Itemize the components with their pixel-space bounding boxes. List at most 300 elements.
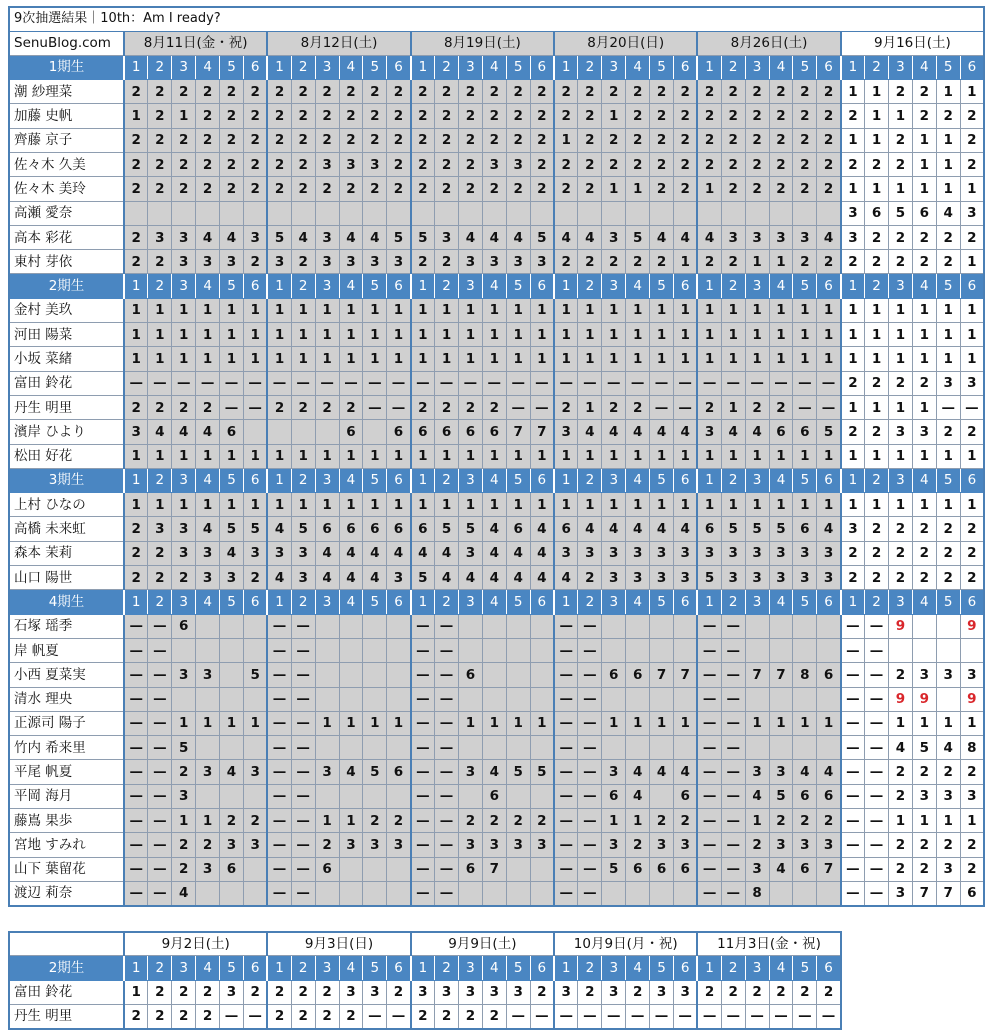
draw-cell: 2	[291, 980, 315, 1004]
draw-cell: 2	[411, 80, 435, 104]
draw-cell	[530, 638, 554, 662]
draw-cell: 2	[220, 177, 244, 201]
draw-cell: 2	[721, 80, 745, 104]
draw-cell: 2	[148, 177, 172, 201]
draw-cell: 1	[482, 323, 506, 347]
draw-cell	[482, 638, 506, 662]
draw-cell: —	[148, 881, 172, 905]
member-row	[9, 517, 984, 541]
draw-cell	[363, 201, 387, 225]
slot-number: 2	[435, 55, 459, 79]
draw-cell: 1	[912, 323, 936, 347]
draw-cell: 2	[411, 128, 435, 152]
draw-cell: 2	[936, 833, 960, 857]
draw-cell: —	[650, 371, 674, 395]
draw-cell	[769, 736, 793, 760]
draw-cell	[506, 687, 530, 711]
draw-cell: 2	[411, 395, 435, 419]
slot-number: 5	[793, 468, 817, 492]
draw-cell: 2	[267, 104, 291, 128]
slot-number: 1	[411, 274, 435, 298]
draw-cell	[745, 201, 769, 225]
draw-cell: 2	[124, 541, 148, 565]
slot-number: 4	[482, 590, 506, 614]
slot-number: 3	[315, 590, 339, 614]
draw-cell: —	[267, 833, 291, 857]
draw-cell: 4	[435, 566, 459, 590]
draw-cell: 5	[817, 420, 841, 444]
draw-cell: 2	[267, 128, 291, 152]
draw-cell: 2	[435, 395, 459, 419]
draw-cell: 2	[172, 857, 196, 881]
slot-number: 4	[626, 274, 650, 298]
draw-cell: 4	[315, 566, 339, 590]
draw-cell: 2	[315, 833, 339, 857]
draw-cell: 2	[506, 128, 530, 152]
slot-number: 2	[148, 590, 172, 614]
draw-cell: 3	[793, 541, 817, 565]
slot-number: 3	[172, 956, 196, 980]
draw-cell: 3	[960, 663, 984, 687]
member-name: 上村 ひなの	[9, 493, 124, 517]
draw-cell: 2	[530, 104, 554, 128]
draw-cell: 2	[673, 128, 697, 152]
draw-cell	[745, 614, 769, 638]
draw-cell: —	[578, 687, 602, 711]
draw-cell: 4	[482, 566, 506, 590]
member-row	[9, 444, 984, 468]
slot-number: 5	[220, 55, 244, 79]
slot-number: 4	[196, 55, 220, 79]
draw-cell: —	[387, 371, 411, 395]
slot-number: 5	[506, 956, 530, 980]
draw-cell: 1	[172, 809, 196, 833]
draw-cell	[363, 420, 387, 444]
draw-cell: 3	[673, 833, 697, 857]
member-name: 東村 芽依	[9, 250, 124, 274]
slot-number: 3	[172, 55, 196, 79]
draw-cell	[626, 614, 650, 638]
draw-cell: 1	[626, 347, 650, 371]
draw-cell: 3	[673, 566, 697, 590]
group-header-row	[9, 956, 841, 980]
slot-number: 5	[220, 590, 244, 614]
draw-cell: 4	[482, 225, 506, 249]
draw-cell: 3	[243, 225, 267, 249]
draw-cell: 2	[817, 809, 841, 833]
slot-number: 6	[387, 590, 411, 614]
draw-cell: 1	[602, 177, 626, 201]
draw-cell: —	[267, 711, 291, 735]
draw-cell: 4	[889, 736, 913, 760]
draw-cell: 9	[889, 687, 913, 711]
slot-number: 2	[865, 274, 889, 298]
draw-cell	[458, 784, 482, 808]
draw-cell: 3	[482, 250, 506, 274]
slot-number: 2	[578, 274, 602, 298]
draw-cell: 3	[243, 541, 267, 565]
draw-cell: 1	[721, 444, 745, 468]
draw-cell: 3	[172, 250, 196, 274]
member-row	[9, 881, 984, 905]
member-name: 高本 彩花	[9, 225, 124, 249]
draw-cell: 2	[889, 663, 913, 687]
draw-cell: 2	[124, 177, 148, 201]
draw-cell	[387, 663, 411, 687]
draw-cell: 1	[220, 493, 244, 517]
draw-cell: 1	[172, 493, 196, 517]
draw-cell	[387, 857, 411, 881]
draw-cell: 1	[339, 809, 363, 833]
draw-cell: —	[148, 638, 172, 662]
draw-cell: 2	[721, 128, 745, 152]
draw-cell: 2	[172, 1005, 196, 1029]
draw-cell	[267, 420, 291, 444]
draw-cell: —	[124, 687, 148, 711]
draw-cell: 1	[243, 347, 267, 371]
draw-cell: 1	[458, 347, 482, 371]
slot-number: 4	[769, 55, 793, 79]
draw-cell: 1	[650, 347, 674, 371]
draw-cell: 2	[506, 104, 530, 128]
slot-number: 2	[291, 590, 315, 614]
draw-cell: 3	[841, 201, 865, 225]
draw-cell: 3	[291, 566, 315, 590]
group-header-row	[9, 590, 984, 614]
draw-cell: 2	[220, 104, 244, 128]
draw-cell: 2	[387, 104, 411, 128]
draw-cell: 2	[745, 128, 769, 152]
draw-cell: 3	[458, 833, 482, 857]
draw-cell: 2	[602, 128, 626, 152]
draw-cell: 2	[148, 80, 172, 104]
slot-number: 6	[960, 274, 984, 298]
draw-cell: 1	[363, 711, 387, 735]
draw-cell: 3	[458, 760, 482, 784]
draw-cell: —	[291, 711, 315, 735]
draw-cell: —	[769, 371, 793, 395]
draw-cell: —	[291, 881, 315, 905]
draw-cell	[769, 881, 793, 905]
draw-cell: 2	[650, 128, 674, 152]
member-row	[9, 80, 984, 104]
member-name: 齊藤 京子	[9, 128, 124, 152]
draw-cell: 6	[793, 784, 817, 808]
draw-cell	[363, 784, 387, 808]
draw-cell	[602, 687, 626, 711]
member-name: 金村 美玖	[9, 298, 124, 322]
draw-cell: 5	[626, 225, 650, 249]
member-row	[9, 833, 984, 857]
member-row	[9, 177, 984, 201]
draw-cell: 3	[172, 663, 196, 687]
draw-cell: 2	[626, 250, 650, 274]
slot-number: 5	[650, 590, 674, 614]
draw-cell: 3	[554, 541, 578, 565]
draw-cell: 2	[889, 80, 913, 104]
draw-cell: 4	[196, 517, 220, 541]
draw-cell: —	[435, 371, 459, 395]
member-row	[9, 541, 984, 565]
draw-cell: —	[578, 857, 602, 881]
slot-number: 1	[267, 468, 291, 492]
slot-number: 6	[530, 468, 554, 492]
draw-cell: 1	[411, 493, 435, 517]
draw-cell	[243, 614, 267, 638]
draw-cell: 6	[960, 881, 984, 905]
draw-cell: 2	[387, 152, 411, 176]
slot-number: 3	[458, 468, 482, 492]
draw-cell: 4	[578, 420, 602, 444]
draw-cell: 3	[124, 420, 148, 444]
slot-number: 6	[530, 55, 554, 79]
draw-cell: 2	[387, 128, 411, 152]
draw-cell: 2	[196, 395, 220, 419]
draw-cell	[339, 663, 363, 687]
draw-cell: 2	[148, 395, 172, 419]
draw-cell	[363, 663, 387, 687]
draw-cell: 4	[673, 225, 697, 249]
draw-cell: 2	[530, 177, 554, 201]
draw-cell: 1	[865, 347, 889, 371]
draw-cell: 3	[315, 250, 339, 274]
draw-cell: 1	[602, 104, 626, 128]
draw-cell: 2	[673, 104, 697, 128]
slot-number: 3	[745, 590, 769, 614]
draw-cell: —	[411, 760, 435, 784]
draw-cell: 2	[697, 980, 721, 1004]
draw-cell: —	[148, 833, 172, 857]
slot-number: 5	[793, 274, 817, 298]
draw-cell: 4	[411, 541, 435, 565]
draw-cell: 4	[196, 225, 220, 249]
draw-cell: —	[530, 371, 554, 395]
draw-cell	[315, 201, 339, 225]
member-name: 丹生 明里	[9, 1005, 124, 1029]
draw-cell	[530, 687, 554, 711]
draw-cell	[578, 201, 602, 225]
draw-cell: 2	[363, 128, 387, 152]
draw-cell: 1	[841, 177, 865, 201]
draw-cell: —	[148, 687, 172, 711]
draw-cell	[530, 784, 554, 808]
draw-cell	[220, 614, 244, 638]
draw-cell: 3	[315, 760, 339, 784]
slot-number: 4	[482, 55, 506, 79]
draw-cell: 2	[530, 152, 554, 176]
draw-cell: 2	[363, 104, 387, 128]
draw-cell: 2	[363, 177, 387, 201]
draw-cell: 1	[697, 323, 721, 347]
draw-cell: 2	[482, 80, 506, 104]
draw-cell: 5	[267, 225, 291, 249]
draw-cell: 2	[912, 250, 936, 274]
draw-cell: 4	[363, 566, 387, 590]
draw-cell: 1	[506, 323, 530, 347]
draw-cell: 2	[817, 980, 841, 1004]
draw-cell: —	[411, 638, 435, 662]
draw-cell: 1	[841, 493, 865, 517]
draw-cell: —	[554, 833, 578, 857]
draw-cell: 2	[745, 395, 769, 419]
draw-cell	[339, 857, 363, 881]
draw-cell: 2	[458, 809, 482, 833]
draw-cell: 6	[626, 857, 650, 881]
draw-cell: 4	[626, 420, 650, 444]
draw-cell: 3	[889, 881, 913, 905]
draw-cell: —	[697, 881, 721, 905]
draw-cell: —	[960, 395, 984, 419]
draw-cell	[458, 881, 482, 905]
draw-cell: 1	[769, 250, 793, 274]
draw-cell: 1	[482, 444, 506, 468]
slot-number: 2	[578, 590, 602, 614]
draw-cell: 2	[769, 980, 793, 1004]
draw-cell	[196, 881, 220, 905]
draw-cell: 4	[673, 517, 697, 541]
draw-cell: 4	[458, 225, 482, 249]
member-row	[9, 736, 984, 760]
draw-cell	[339, 736, 363, 760]
draw-cell: —	[267, 809, 291, 833]
draw-cell: 4	[554, 566, 578, 590]
draw-cell: 1	[172, 347, 196, 371]
draw-cell: —	[339, 371, 363, 395]
draw-cell: 2	[458, 80, 482, 104]
draw-cell: 4	[339, 566, 363, 590]
draw-cell: —	[267, 614, 291, 638]
draw-cell: —	[673, 395, 697, 419]
draw-cell: 2	[315, 395, 339, 419]
draw-cell: 2	[291, 80, 315, 104]
draw-cell	[506, 201, 530, 225]
draw-cell: 1	[196, 323, 220, 347]
draw-cell: 2	[745, 833, 769, 857]
draw-cell	[291, 420, 315, 444]
draw-cell: 5	[697, 566, 721, 590]
draw-cell: —	[578, 760, 602, 784]
slot-number: 6	[673, 55, 697, 79]
draw-cell: 1	[506, 298, 530, 322]
draw-cell: 1	[865, 298, 889, 322]
draw-cell: 2	[243, 177, 267, 201]
draw-cell: 2	[339, 1005, 363, 1029]
slot-number: 2	[435, 274, 459, 298]
draw-cell: —	[435, 638, 459, 662]
draw-cell: 4	[530, 541, 554, 565]
draw-cell: 2	[889, 517, 913, 541]
draw-cell: 3	[769, 541, 793, 565]
draw-cell: 1	[960, 493, 984, 517]
draw-cell: 1	[267, 444, 291, 468]
draw-cell: 2	[148, 980, 172, 1004]
slot-number: 5	[793, 956, 817, 980]
draw-cell: 2	[960, 541, 984, 565]
draw-cell: —	[387, 395, 411, 419]
draw-cell: 1	[172, 104, 196, 128]
slot-number: 2	[721, 55, 745, 79]
draw-cell	[172, 201, 196, 225]
draw-cell: —	[435, 881, 459, 905]
member-name: 山下 葉留花	[9, 857, 124, 881]
draw-cell: 4	[602, 517, 626, 541]
draw-cell: 5	[602, 857, 626, 881]
draw-cell: 2	[626, 980, 650, 1004]
draw-cell: 2	[243, 980, 267, 1004]
draw-cell: 6	[602, 663, 626, 687]
draw-cell: 3	[220, 250, 244, 274]
draw-cell: 1	[697, 347, 721, 371]
draw-cell: —	[124, 784, 148, 808]
draw-cell: 2	[745, 177, 769, 201]
member-name: 森本 茉莉	[9, 541, 124, 565]
draw-cell: 1	[912, 177, 936, 201]
lottery-results-page	[8, 6, 985, 1030]
draw-cell: 1	[435, 298, 459, 322]
slot-number: 5	[506, 468, 530, 492]
group-header-row	[9, 55, 984, 79]
draw-cell: 2	[291, 177, 315, 201]
draw-cell: 2	[458, 128, 482, 152]
draw-cell: 2	[889, 760, 913, 784]
draw-cell: 9	[960, 614, 984, 638]
slot-number: 4	[339, 468, 363, 492]
date-header: 8月26日(土)	[697, 31, 840, 55]
draw-cell: 2	[291, 128, 315, 152]
draw-cell: —	[124, 663, 148, 687]
draw-cell: 2	[578, 104, 602, 128]
draw-cell	[196, 201, 220, 225]
draw-cell: 1	[315, 493, 339, 517]
draw-cell: —	[411, 614, 435, 638]
draw-cell: 1	[387, 298, 411, 322]
draw-cell	[411, 201, 435, 225]
draw-cell: 1	[769, 711, 793, 735]
draw-cell: 3	[387, 833, 411, 857]
draw-cell: 1	[530, 298, 554, 322]
draw-cell: 3	[458, 250, 482, 274]
draw-cell: —	[267, 687, 291, 711]
draw-cell: 2	[650, 809, 674, 833]
draw-cell: 1	[745, 323, 769, 347]
draw-cell	[793, 881, 817, 905]
draw-cell: —	[220, 395, 244, 419]
draw-cell: 2	[315, 104, 339, 128]
draw-cell: —	[865, 809, 889, 833]
draw-cell: 1	[482, 711, 506, 735]
draw-cell: 2	[267, 177, 291, 201]
draw-cell: —	[411, 711, 435, 735]
draw-cell: 1	[817, 711, 841, 735]
draw-cell: 3	[841, 517, 865, 541]
draw-cell: 1	[291, 323, 315, 347]
draw-cell: 1	[793, 444, 817, 468]
draw-cell: 2	[196, 104, 220, 128]
slot-number: 1	[697, 468, 721, 492]
draw-cell: —	[411, 736, 435, 760]
draw-cell	[387, 687, 411, 711]
draw-cell: 2	[530, 80, 554, 104]
member-row	[9, 638, 984, 662]
slot-number: 1	[267, 274, 291, 298]
draw-cell: 1	[673, 711, 697, 735]
draw-cell: 9	[960, 687, 984, 711]
draw-cell: 2	[912, 517, 936, 541]
draw-cell	[673, 201, 697, 225]
draw-cell: 2	[865, 250, 889, 274]
draw-cell: 3	[697, 541, 721, 565]
draw-cell: 1	[578, 493, 602, 517]
